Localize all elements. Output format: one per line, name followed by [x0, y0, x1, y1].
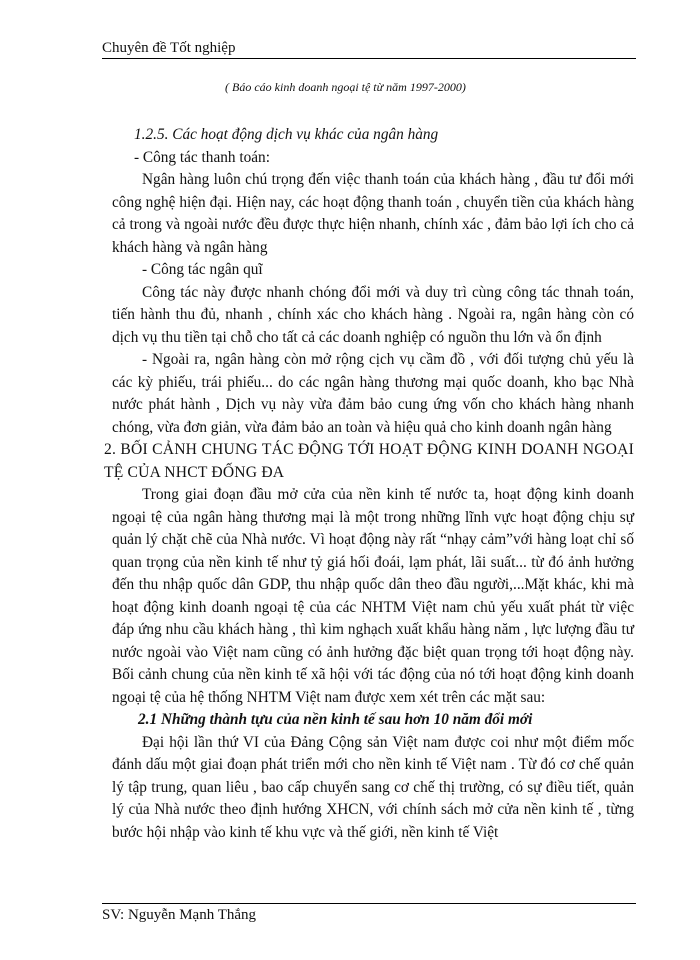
section-2-1-heading: 2.1 Những thành tựu của nền kinh tế sau hơn 10 năm đổi mới — [138, 711, 533, 728]
list-item-treasury: - Công tác ngân quĩ — [142, 261, 263, 278]
footer-rule — [102, 903, 636, 904]
section-2-heading: 2. BỐI CẢNH CHUNG TÁC ĐỘNG TỚI HOẠT ĐỘNG KINH DOANH NGOẠI TỆ CỦA NHCT ĐỐNG ĐA — [104, 441, 634, 481]
document-body — [104, 124, 634, 844]
page-footer: SV: Nguyễn Mạnh Thắng — [102, 907, 257, 923]
paragraph-payment: Ngân hàng luôn chú trọng đến việc thanh toán của khách hàng , đầu tư đổi mới công nghệ hiện đại. Hiện nay, các hoạt động thanh toán , chuyển tiền của khách hàng cả trong và ngoài nước đều được thực hiện nhanh, chính xác , đảm bảo lợi ích cho cả khách hàng và ngân hàng — [112, 171, 634, 256]
list-item-payment: - Công tác thanh toán: — [134, 148, 270, 166]
header-rule — [102, 58, 636, 59]
section-1-2-5-heading: 1.2.5. Các hoạt động dịch vụ khác của ngân hàng — [134, 126, 439, 143]
paragraph-treasury: Công tác này được nhanh chóng đổi mới và duy trì cùng công tác thnah toán, tiến hành thu đủ, nhanh , chính xác cho khách hàng . Ngoài ra, ngân hàng còn có dịch vụ thu tiền tại chỗ cho tất cả các doanh nghiệp có nguồn thu lớn và ổn định — [112, 283, 634, 346]
paragraph-context: Trong giai đoạn đầu mở cửa của nền kinh tế nước ta, hoạt động kinh doanh ngoại tệ của ngân hàng thương mại là một trong những lĩnh vực hoạt động chịu sự quản lý chặt chẽ của Nhà nước. Vì hoạt động này rất “nhạy cảm”với hàng loạt chỉ số quan trọng của nền kinh tế như tỷ giá hối đoái, lạm phát, lãi suất... từ đó ảnh hưởng đến thu nhập quốc dân GDP, thu nhập quốc dân theo đầu người,...Mặt khác, khi mà hoạt động kinh doanh ngoại tệ của các NHTM Việt nam chủ yếu xuất phát từ việc đáp ứng nhu cầu khách hàng , thì kim nghạch xuất khẩu hàng năm , lực lượng đầu tư nước ngoài vào Việt nam cũng có ảnh hưởng đặc biệt quan trọng tới hoạt động này. Bối cảnh chung của nền kinh tế xã hội với tác động của nó tới hoạt động kinh doanh ngoại tệ của hệ thống NHTM Việt nam được xem xét trên các mặt sau: — [112, 486, 634, 706]
table-source-caption: ( Báo cáo kinh doanh ngoại tệ từ năm 1997-2000) — [225, 80, 466, 94]
page-header: Chuyên đề Tốt nghiệp — [102, 40, 236, 56]
paragraph-achievements: Đại hội lần thứ VI của Đảng Cộng sản Việt nam được coi như một điểm mốc đánh dấu một giai đoạn phát triển mới cho nền kinh tế Việt nam . Từ đó cơ chế quản lý tập trung, quan liêu , bao cấp chuyển sang cơ chế thị trường, có sự điều tiết, quản lý của Nhà nước theo định hướng XHCN, với chính sách mở cửa nền kinh tế , từng bước hội nhập vào kinh tế khu vực và thế giới, nền kinh tế Việt — [112, 733, 634, 841]
paragraph-pawn-service: - Ngoài ra, ngân hàng còn mở rộng cịch vụ cầm đồ , với đối tượng chủ yếu là các kỳ phiếu, trái phiếu... do các ngân hàng thương mại quốc doanh, kho bạc Nhà nước phát hành , Dịch vụ này vừa đảm bảo cung ứng vốn cho khách hàng nhanh chóng, vừa đơn giản, vừa đảm bảo an toàn và hiệu quả cho kinh doanh ngân hàng — [112, 351, 634, 436]
